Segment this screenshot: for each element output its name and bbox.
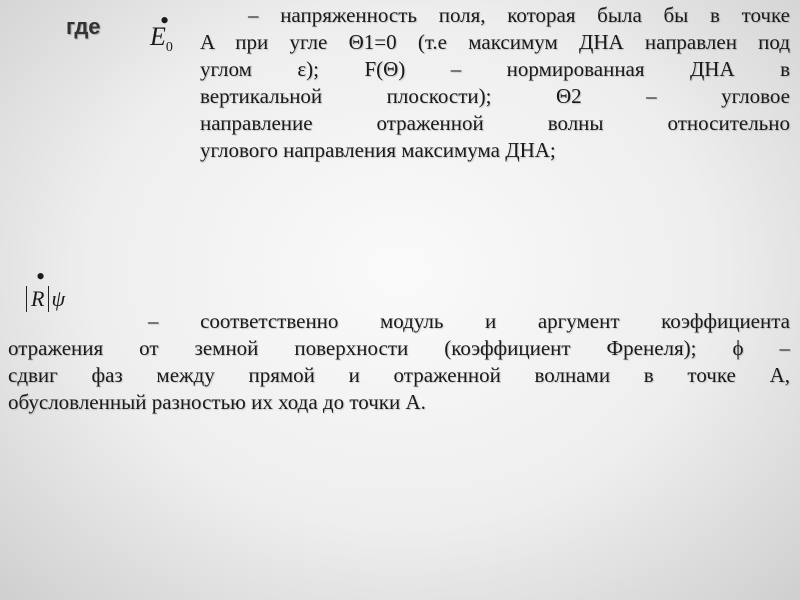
paragraph-line: направление отраженной волны относительно xyxy=(200,111,790,135)
formula-e0-subscript: 0 xyxy=(165,40,173,56)
paragraph-line: – соответственно модуль и аргумент коэффициента xyxy=(148,309,790,333)
formula-r-symbol: R xyxy=(31,286,45,311)
paragraph-field-strength xyxy=(200,2,790,164)
paragraph-line: вертикальной плоскости); Θ2 – угловое xyxy=(200,84,790,108)
paragraph-line: – напряженность поля, которая была бы в точке xyxy=(248,3,790,27)
dot-accent-icon: • xyxy=(160,6,170,35)
where-label: где xyxy=(66,14,101,39)
paragraph-line: обусловленный разностью их хода до точки A. xyxy=(8,390,426,414)
paragraph-line: сдвиг фаз между прямой и отраженной волнами в точке A, xyxy=(8,363,790,387)
formula-psi: ψ xyxy=(51,286,66,311)
paragraph-line: углом ε); F(Θ) – нормированная ДНА в xyxy=(200,57,790,81)
paragraph-line: A при угле Θ1=0 (т.е максимум ДНА направлен под xyxy=(200,30,790,54)
dot-accent-icon: • xyxy=(36,262,46,291)
paragraph-reflection xyxy=(8,308,790,416)
paragraph-line: углового направления максимума ДНА; xyxy=(200,138,556,162)
paragraph-line: отражения от земной поверхности (коэффициент Френеля); ϕ – xyxy=(8,336,790,360)
formula-e0 xyxy=(150,6,173,56)
formula-e0-symbol: E xyxy=(150,22,166,51)
